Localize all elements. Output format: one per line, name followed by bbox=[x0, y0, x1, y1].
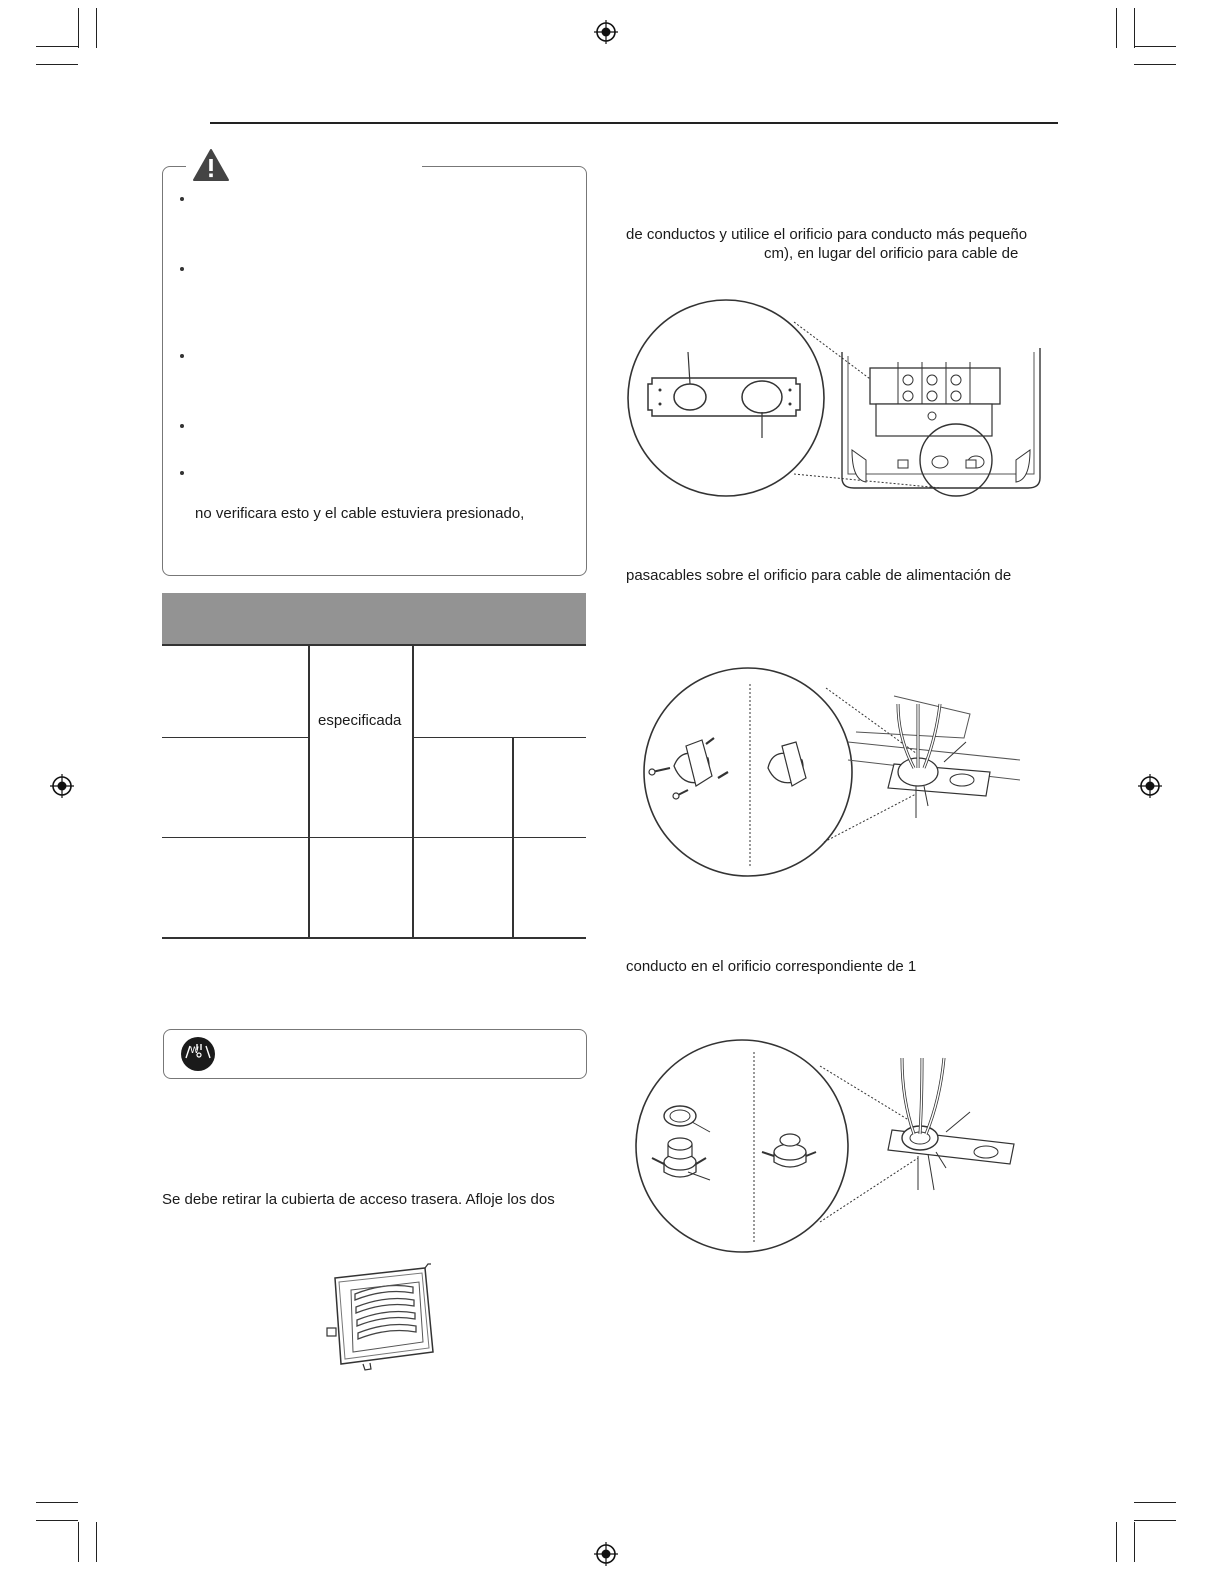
registration-target-icon bbox=[50, 774, 74, 798]
caution-bullet bbox=[180, 424, 184, 428]
cable-clamp-illustration bbox=[626, 668, 1036, 882]
terminal-block-illustration bbox=[626, 300, 1046, 500]
table-divider bbox=[512, 737, 514, 938]
note-box bbox=[163, 1029, 587, 1079]
registration-target-icon bbox=[594, 20, 618, 44]
caution-bullet bbox=[180, 267, 184, 271]
conduit-connector-illustration bbox=[630, 1040, 1030, 1254]
body-text-line: cm), en lugar del orificio para cable de bbox=[764, 245, 1019, 262]
table-cell: especificada bbox=[318, 712, 402, 729]
table-rule bbox=[162, 644, 586, 646]
table-divider bbox=[308, 644, 310, 938]
table-divider bbox=[412, 644, 414, 938]
caution-bullet bbox=[180, 354, 184, 358]
caution-bullet bbox=[180, 471, 184, 475]
warning-triangle-icon bbox=[192, 148, 230, 182]
body-text-line: conducto en el orificio correspondiente de 1 bbox=[626, 958, 917, 975]
table-rule bbox=[162, 737, 308, 738]
access-cover-illustration bbox=[325, 1262, 445, 1374]
table-header-bar bbox=[162, 593, 586, 644]
caution-bullet bbox=[180, 197, 184, 201]
table-rule bbox=[162, 837, 586, 838]
body-text-line: pasacables sobre el orificio para cable de alimentación de bbox=[626, 567, 1012, 584]
electrician-icon bbox=[179, 1036, 217, 1072]
table-rule bbox=[413, 737, 586, 738]
caution-text: no verificara esto y el cable estuviera presionado, bbox=[195, 505, 525, 522]
header-rule bbox=[210, 122, 1058, 124]
body-text-line: de conductos y utilice el orificio para conducto más pequeño bbox=[626, 226, 1028, 243]
table-rule bbox=[162, 937, 586, 939]
access-cover-text: Se debe retirar la cubierta de acceso trasera. Afloje los dos bbox=[162, 1191, 555, 1208]
registration-target-icon bbox=[1138, 774, 1162, 798]
svg-text:W: W bbox=[190, 1046, 199, 1056]
registration-target-icon bbox=[594, 1542, 618, 1566]
